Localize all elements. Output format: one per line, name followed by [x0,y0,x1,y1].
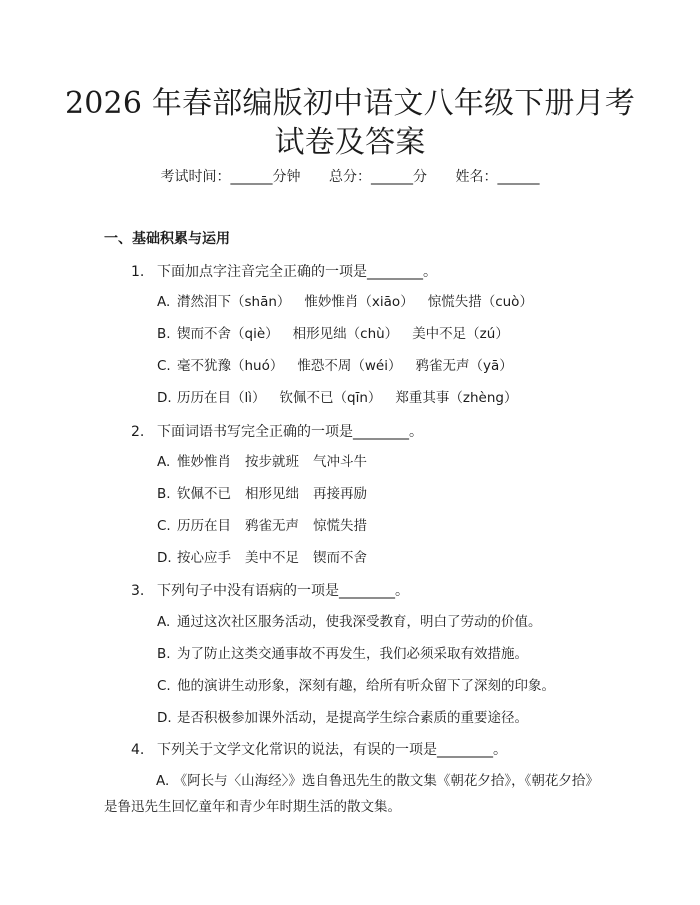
question-number: 4. [131,742,145,758]
option-term: 惟恐不周（wéi） [297,358,402,374]
question-stem: 下面词语书写完全正确的一项是________。 [157,424,423,440]
question-number: 1. [131,264,145,280]
option-2d [157,548,381,568]
option-sentence: 为了防止这类交通事故不再发生，我们必须采取有效措施。 [177,646,528,662]
option-term: 鸦雀无声（yā） [415,358,513,374]
option-letter: B. [157,486,171,502]
question-number: 3. [131,583,145,599]
option-2c [157,516,381,536]
document-title: 2026 年春部编版初中语文八年级下册月考试卷及答案 [64,86,636,160]
option-term: 美中不足（zú） [412,326,509,342]
option-letter: D. [157,710,172,726]
option-2a [157,452,381,472]
option-3c [157,676,555,696]
option-term: 惊慌失措（cuò） [427,294,533,310]
option-term: 惟妙惟肖 [177,454,231,470]
question-stem: 下列句子中没有语病的一项是________。 [157,583,409,599]
option-term: 相形见绌 [245,486,299,502]
option-term: 惊慌失措 [313,518,367,534]
option-term: 按步就班 [245,454,299,470]
question-stem: 下列关于文学文化常识的说法，有误的一项是________。 [157,742,507,758]
option-3d [157,708,528,728]
option-term: 锲而不舍 [313,550,367,566]
section-heading: 一、基础积累与运用 [104,231,230,247]
question-2 [131,422,423,442]
option-letter: A. [157,294,171,310]
option-term: 历历在目 [177,518,231,534]
option-term: 鸦雀无声 [245,518,299,534]
option-letter: A. [157,454,171,470]
option-sentence: 是否积极参加课外活动，是提高学生综合素质的重要途径。 [177,710,528,726]
exam-meta [0,167,700,187]
option-term: 相形见绌（chù） [292,326,399,342]
option-letter: B. [157,326,171,342]
option-1b [157,324,523,344]
option-term: 郑重其事（zhèng） [395,390,518,406]
option-3b [157,644,528,664]
option-term: 潸然泪下（shān） [177,294,291,310]
option-letter: C. [157,518,171,534]
total-score-field: 总分：______分 [329,169,427,185]
option-2b [157,484,381,504]
option-term: 惟妙惟肖（xiāo） [304,294,414,310]
option-4a-paragraph: A. 《阿长与〈山海经〉》选自鲁迅先生的散文集《朝花夕拾》，《朝花夕拾》是鲁迅先生回忆童年和青少年时期生活的散文集。 [104,773,599,815]
option-term: 气冲斗牛 [313,454,367,470]
question-1 [131,262,437,282]
question-stem: 下面加点字注音完全正确的一项是________。 [157,264,437,280]
name-field: 姓名：______ [455,169,540,185]
question-3 [131,581,409,601]
option-letter: C. [157,358,171,374]
option-1a [157,292,547,312]
option-letter: D. [157,550,172,566]
question-number: 2. [131,424,145,440]
option-term: 毫不犹豫（huó） [177,358,284,374]
option-3a [157,612,542,632]
option-letter: C. [157,678,171,694]
option-letter: A. [157,614,171,630]
option-term: 历历在目（lì） [177,390,266,406]
exam-time-field: 考试时间：______分钟 [160,169,301,185]
question-4 [131,740,507,760]
option-sentence: 他的演讲生动形象，深刻有趣，给所有听众留下了深刻的印象。 [177,678,555,694]
option-term: 钦佩不已（qīn） [279,390,382,406]
option-letter: D. [157,390,172,406]
option-term: 钦佩不已 [177,486,231,502]
option-1c [157,356,527,376]
option-sentence: 通过这次社区服务活动，使我深受教育，明白了劳动的价值。 [177,614,542,630]
option-term: 锲而不舍（qiè） [177,326,279,342]
option-letter: B. [157,646,171,662]
option-1d [157,388,531,408]
option-term: 再接再励 [313,486,367,502]
option-term: 按心应手 [177,550,231,566]
option-term: 美中不足 [245,550,299,566]
